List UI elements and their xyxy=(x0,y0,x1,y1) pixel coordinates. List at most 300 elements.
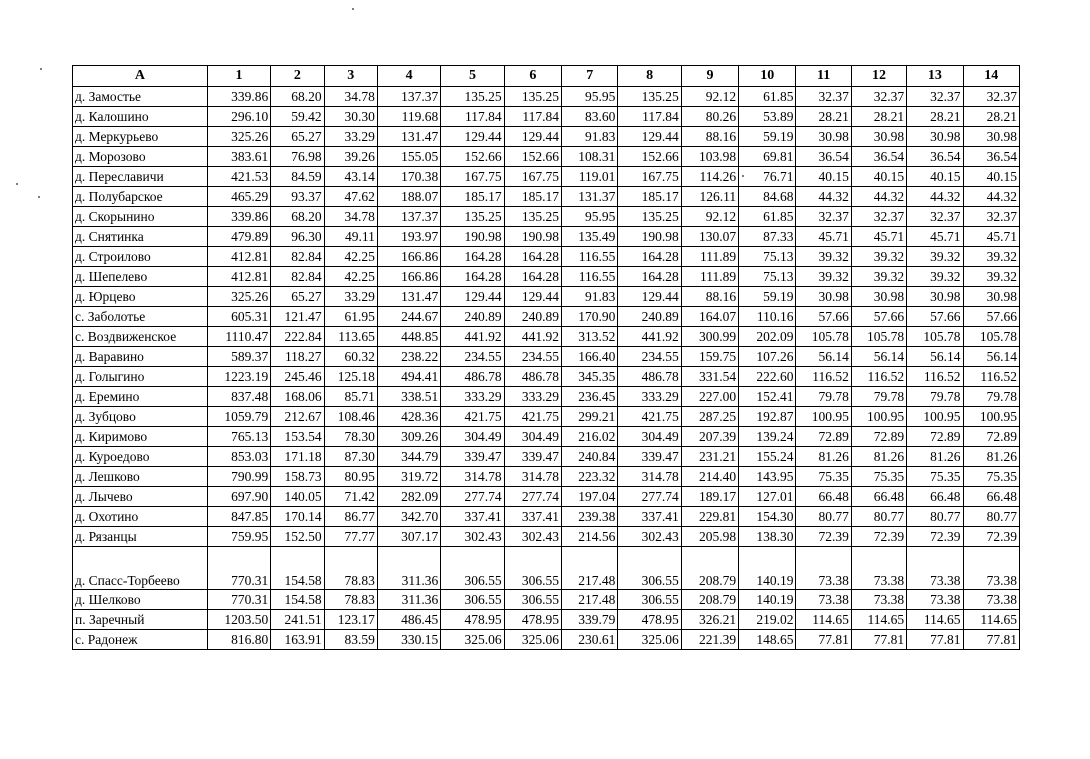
value-cell: 93.37 xyxy=(271,187,324,207)
value-cell: 77.81 xyxy=(796,630,851,650)
value-cell: 238.22 xyxy=(377,347,440,367)
value-cell: 79.78 xyxy=(907,387,963,407)
value-cell: 72.39 xyxy=(963,527,1019,547)
value-cell: 129.44 xyxy=(441,127,504,147)
settlement-name-cell: д. Замостье xyxy=(73,87,208,107)
value-cell: 129.44 xyxy=(504,287,561,307)
value-cell: 39.26 xyxy=(324,147,377,167)
value-cell: 81.26 xyxy=(963,447,1019,467)
value-cell: 1110.47 xyxy=(207,327,270,347)
value-cell: 73.38 xyxy=(796,547,851,590)
value-cell: 307.17 xyxy=(377,527,440,547)
value-cell: 143.95 xyxy=(739,467,796,487)
value-cell: 84.68 xyxy=(739,187,796,207)
value-cell: 140.05 xyxy=(271,487,324,507)
value-cell: 479.89 xyxy=(207,227,270,247)
value-cell: 214.56 xyxy=(562,527,618,547)
column-header: 3 xyxy=(324,66,377,87)
value-cell: 125.18 xyxy=(324,367,377,387)
value-cell: 110.16 xyxy=(739,307,796,327)
value-cell: 1203.50 xyxy=(207,610,270,630)
value-cell: 79.78 xyxy=(851,387,906,407)
settlement-name-cell: д. Калошино xyxy=(73,107,208,127)
value-cell: 111.89 xyxy=(681,267,738,287)
value-cell: 217.48 xyxy=(562,547,618,590)
table-row xyxy=(73,187,1020,207)
value-cell: 28.21 xyxy=(796,107,851,127)
value-cell: 140.19 xyxy=(739,590,796,610)
value-cell: 412.81 xyxy=(207,247,270,267)
value-cell: 164.28 xyxy=(504,267,561,287)
value-cell: 73.38 xyxy=(796,590,851,610)
value-cell: 91.83 xyxy=(562,127,618,147)
value-cell: 129.44 xyxy=(441,287,504,307)
value-cell: 105.78 xyxy=(796,327,851,347)
value-cell: 240.89 xyxy=(441,307,504,327)
value-cell: 465.29 xyxy=(207,187,270,207)
value-cell: 56.14 xyxy=(907,347,963,367)
value-cell: 75.13 xyxy=(739,247,796,267)
value-cell: 190.98 xyxy=(504,227,561,247)
value-cell: 234.55 xyxy=(504,347,561,367)
value-cell: 105.78 xyxy=(851,327,906,347)
value-cell: 339.79 xyxy=(562,610,618,630)
value-cell: 412.81 xyxy=(207,267,270,287)
settlement-name-cell: д. Шепелево xyxy=(73,267,208,287)
value-cell: 1059.79 xyxy=(207,407,270,427)
value-cell: 421.75 xyxy=(618,407,681,427)
value-cell: 344.79 xyxy=(377,447,440,467)
value-cell: 56.14 xyxy=(963,347,1019,367)
value-cell: 759.95 xyxy=(207,527,270,547)
value-cell: 326.21 xyxy=(681,610,738,630)
value-cell: 277.74 xyxy=(504,487,561,507)
column-header: 9 xyxy=(681,66,738,87)
value-cell: 325.06 xyxy=(504,630,561,650)
value-cell: 1223.19 xyxy=(207,367,270,387)
settlement-name-cell: д. Снятинка xyxy=(73,227,208,247)
value-cell: 202.09 xyxy=(739,327,796,347)
value-cell: 86.77 xyxy=(324,507,377,527)
value-cell: 80.77 xyxy=(851,507,906,527)
value-cell: 92.12 xyxy=(681,87,738,107)
settlement-name-cell: п. Заречный xyxy=(73,610,208,630)
value-cell: 100.95 xyxy=(907,407,963,427)
value-cell: 167.75 xyxy=(441,167,504,187)
value-cell: 117.84 xyxy=(618,107,681,127)
table-row xyxy=(73,127,1020,147)
value-cell: 39.32 xyxy=(796,267,851,287)
value-cell: 40.15 xyxy=(851,167,906,187)
value-cell: 32.37 xyxy=(907,207,963,227)
settlement-name-cell: д. Строилово xyxy=(73,247,208,267)
value-cell: 107.26 xyxy=(739,347,796,367)
value-cell: 103.98 xyxy=(681,147,738,167)
value-cell: 78.30 xyxy=(324,427,377,447)
settlement-name-cell: д. Полубарское xyxy=(73,187,208,207)
value-cell: 155.24 xyxy=(739,447,796,467)
value-cell: 319.72 xyxy=(377,467,440,487)
value-cell: 239.38 xyxy=(562,507,618,527)
value-cell: 65.27 xyxy=(271,127,324,147)
value-cell: 28.21 xyxy=(851,107,906,127)
value-cell: 244.67 xyxy=(377,307,440,327)
value-cell: 34.78 xyxy=(324,87,377,107)
value-cell: 105.78 xyxy=(907,327,963,347)
value-cell: 837.48 xyxy=(207,387,270,407)
table-row xyxy=(73,367,1020,387)
value-cell: 105.78 xyxy=(963,327,1019,347)
value-cell: 59.19 xyxy=(739,287,796,307)
settlement-name-cell: д. Зубцово xyxy=(73,407,208,427)
column-header: 4 xyxy=(377,66,440,87)
settlement-name-cell: д. Морозово xyxy=(73,147,208,167)
value-cell: 339.86 xyxy=(207,87,270,107)
value-cell: 79.78 xyxy=(796,387,851,407)
value-cell: 166.86 xyxy=(377,247,440,267)
value-cell: 126.11 xyxy=(681,187,738,207)
value-cell: 131.47 xyxy=(377,287,440,307)
table-row xyxy=(73,267,1020,287)
value-cell: 129.44 xyxy=(504,127,561,147)
value-cell: 44.32 xyxy=(963,187,1019,207)
settlement-name-cell: д. Переславичи xyxy=(73,167,208,187)
value-cell: 135.25 xyxy=(441,207,504,227)
value-cell: 135.25 xyxy=(618,207,681,227)
value-cell: 333.29 xyxy=(504,387,561,407)
value-cell: 219.02 xyxy=(739,610,796,630)
value-cell: 197.04 xyxy=(562,487,618,507)
value-cell: 80.77 xyxy=(796,507,851,527)
value-cell: 39.32 xyxy=(963,267,1019,287)
value-cell: 589.37 xyxy=(207,347,270,367)
table-row xyxy=(73,247,1020,267)
value-cell: 45.71 xyxy=(963,227,1019,247)
settlement-name-cell: с. Заболотье xyxy=(73,307,208,327)
value-cell: 61.85 xyxy=(739,87,796,107)
value-cell: 114.65 xyxy=(796,610,851,630)
value-cell: 81.26 xyxy=(907,447,963,467)
settlement-name-cell: д. Куроедово xyxy=(73,447,208,467)
value-cell: 79.78 xyxy=(963,387,1019,407)
value-cell: 72.39 xyxy=(907,527,963,547)
value-cell: 330.15 xyxy=(377,630,440,650)
value-cell: 148.65 xyxy=(739,630,796,650)
value-cell: 72.89 xyxy=(907,427,963,447)
value-cell: 214.40 xyxy=(681,467,738,487)
value-cell: 306.55 xyxy=(441,547,504,590)
value-cell: 342.70 xyxy=(377,507,440,527)
table-row xyxy=(73,527,1020,547)
column-header: 10 xyxy=(739,66,796,87)
table-row xyxy=(73,227,1020,247)
value-cell: 117.84 xyxy=(441,107,504,127)
value-cell: 302.43 xyxy=(441,527,504,547)
value-cell: 339.86 xyxy=(207,207,270,227)
value-cell: 30.98 xyxy=(907,127,963,147)
value-cell: 441.92 xyxy=(504,327,561,347)
value-cell: 56.14 xyxy=(851,347,906,367)
value-cell: 236.45 xyxy=(562,387,618,407)
value-cell: 92.12 xyxy=(681,207,738,227)
value-cell: 302.43 xyxy=(618,527,681,547)
value-cell: 72.89 xyxy=(851,427,906,447)
value-cell: 241.51 xyxy=(271,610,324,630)
value-cell: 75.35 xyxy=(796,467,851,487)
value-cell: 171.18 xyxy=(271,447,324,467)
column-header: 8 xyxy=(618,66,681,87)
value-cell: 77.81 xyxy=(963,630,1019,650)
value-cell: 116.52 xyxy=(907,367,963,387)
value-cell: 80.77 xyxy=(963,507,1019,527)
value-cell: 188.07 xyxy=(377,187,440,207)
value-cell: 306.55 xyxy=(618,547,681,590)
value-cell: 118.27 xyxy=(271,347,324,367)
value-cell: 164.28 xyxy=(441,267,504,287)
value-cell: 72.89 xyxy=(963,427,1019,447)
value-cell: 313.52 xyxy=(562,327,618,347)
value-cell: 32.37 xyxy=(796,207,851,227)
value-cell: 135.25 xyxy=(618,87,681,107)
value-cell: 164.28 xyxy=(618,267,681,287)
value-cell: 57.66 xyxy=(907,307,963,327)
value-cell: 339.47 xyxy=(618,447,681,467)
value-cell: 43.14 xyxy=(324,167,377,187)
value-cell: 116.52 xyxy=(796,367,851,387)
value-cell: 158.73 xyxy=(271,467,324,487)
value-cell: 135.25 xyxy=(441,87,504,107)
settlement-name-cell: д. Шелково xyxy=(73,590,208,610)
value-cell: 61.85 xyxy=(739,207,796,227)
settlement-name-cell: д. Еремино xyxy=(73,387,208,407)
settlement-name-cell: д. Юрцево xyxy=(73,287,208,307)
value-cell: 85.71 xyxy=(324,387,377,407)
value-cell: 159.75 xyxy=(681,347,738,367)
table-row xyxy=(73,447,1020,467)
value-cell: 44.32 xyxy=(851,187,906,207)
value-cell: 39.32 xyxy=(907,247,963,267)
value-cell: 168.06 xyxy=(271,387,324,407)
settlement-name-cell: д. Рязанцы xyxy=(73,527,208,547)
column-header: 11 xyxy=(796,66,851,87)
value-cell: 88.16 xyxy=(681,127,738,147)
value-cell: 345.35 xyxy=(562,367,618,387)
value-cell: 119.68 xyxy=(377,107,440,127)
value-cell: 44.32 xyxy=(907,187,963,207)
value-cell: 28.21 xyxy=(963,107,1019,127)
value-cell: 123.17 xyxy=(324,610,377,630)
value-cell: 66.48 xyxy=(907,487,963,507)
value-cell: 129.44 xyxy=(618,127,681,147)
value-cell: 69.81 xyxy=(739,147,796,167)
value-cell: 338.51 xyxy=(377,387,440,407)
value-cell: 306.55 xyxy=(618,590,681,610)
value-cell: 448.85 xyxy=(377,327,440,347)
settlement-name-cell: д. Охотино xyxy=(73,507,208,527)
value-cell: 277.74 xyxy=(618,487,681,507)
value-cell: 383.61 xyxy=(207,147,270,167)
value-cell: 167.75 xyxy=(618,167,681,187)
table-row xyxy=(73,590,1020,610)
value-cell: 245.46 xyxy=(271,367,324,387)
value-cell: 306.55 xyxy=(441,590,504,610)
value-cell: 108.46 xyxy=(324,407,377,427)
value-cell: 30.98 xyxy=(796,287,851,307)
value-cell: 117.84 xyxy=(504,107,561,127)
value-cell: 282.09 xyxy=(377,487,440,507)
column-header: 7 xyxy=(562,66,618,87)
table-body xyxy=(73,87,1020,650)
value-cell: 45.71 xyxy=(796,227,851,247)
value-cell: 314.78 xyxy=(618,467,681,487)
value-cell: 36.54 xyxy=(796,147,851,167)
value-cell: 32.37 xyxy=(851,87,906,107)
value-cell: 116.52 xyxy=(963,367,1019,387)
value-cell: 189.17 xyxy=(681,487,738,507)
value-cell: 240.89 xyxy=(618,307,681,327)
value-cell: 32.37 xyxy=(963,87,1019,107)
value-cell: 87.33 xyxy=(739,227,796,247)
value-cell: 96.30 xyxy=(271,227,324,247)
value-cell: 486.78 xyxy=(504,367,561,387)
value-cell: 300.99 xyxy=(681,327,738,347)
value-cell: 75.13 xyxy=(739,267,796,287)
value-cell: 302.43 xyxy=(504,527,561,547)
value-cell: 770.31 xyxy=(207,547,270,590)
table-row xyxy=(73,427,1020,447)
value-cell: 166.40 xyxy=(562,347,618,367)
value-cell: 770.31 xyxy=(207,590,270,610)
column-header: 13 xyxy=(907,66,963,87)
value-cell: 114.26 xyxy=(681,167,738,187)
value-cell: 135.25 xyxy=(504,207,561,227)
value-cell: 80.77 xyxy=(907,507,963,527)
value-cell: 325.06 xyxy=(618,630,681,650)
table-row xyxy=(73,327,1020,347)
scan-speck xyxy=(38,196,40,198)
value-cell: 80.95 xyxy=(324,467,377,487)
value-cell: 311.36 xyxy=(377,547,440,590)
value-cell: 66.48 xyxy=(851,487,906,507)
value-cell: 72.89 xyxy=(796,427,851,447)
value-cell: 212.67 xyxy=(271,407,324,427)
value-cell: 129.44 xyxy=(618,287,681,307)
value-cell: 60.32 xyxy=(324,347,377,367)
value-cell: 34.78 xyxy=(324,207,377,227)
value-cell: 207.39 xyxy=(681,427,738,447)
column-header: 12 xyxy=(851,66,906,87)
value-cell: 152.50 xyxy=(271,527,324,547)
value-cell: 87.30 xyxy=(324,447,377,467)
value-cell: 325.26 xyxy=(207,287,270,307)
value-cell: 311.36 xyxy=(377,590,440,610)
value-cell: 216.02 xyxy=(562,427,618,447)
value-cell: 337.41 xyxy=(618,507,681,527)
value-cell: 39.32 xyxy=(907,267,963,287)
value-cell: 337.41 xyxy=(441,507,504,527)
value-cell: 33.29 xyxy=(324,287,377,307)
column-header: 6 xyxy=(504,66,561,87)
value-cell: 45.71 xyxy=(907,227,963,247)
value-cell: 130.07 xyxy=(681,227,738,247)
value-cell: 75.35 xyxy=(907,467,963,487)
value-cell: 421.75 xyxy=(441,407,504,427)
value-cell: 155.05 xyxy=(377,147,440,167)
value-cell: 240.84 xyxy=(562,447,618,467)
column-header: A xyxy=(73,66,208,87)
column-header: 14 xyxy=(963,66,1019,87)
data-table xyxy=(72,65,1020,650)
value-cell: 441.92 xyxy=(618,327,681,347)
value-cell: 61.95 xyxy=(324,307,377,327)
value-cell: 44.32 xyxy=(796,187,851,207)
value-cell: 140.19 xyxy=(739,547,796,590)
value-cell: 816.80 xyxy=(207,630,270,650)
value-cell: 135.49 xyxy=(562,227,618,247)
settlement-name-cell: с. Воздвиженское xyxy=(73,327,208,347)
table-row xyxy=(73,507,1020,527)
value-cell: 333.29 xyxy=(618,387,681,407)
value-cell: 234.55 xyxy=(618,347,681,367)
table-row xyxy=(73,387,1020,407)
value-cell: 32.37 xyxy=(963,207,1019,227)
value-cell: 486.45 xyxy=(377,610,440,630)
value-cell: 170.90 xyxy=(562,307,618,327)
value-cell: 154.30 xyxy=(739,507,796,527)
value-cell: 77.77 xyxy=(324,527,377,547)
value-cell: 91.83 xyxy=(562,287,618,307)
value-cell: 66.48 xyxy=(963,487,1019,507)
value-cell: 59.19 xyxy=(739,127,796,147)
value-cell: 217.48 xyxy=(562,590,618,610)
value-cell: 765.13 xyxy=(207,427,270,447)
value-cell: 113.65 xyxy=(324,327,377,347)
value-cell: 131.37 xyxy=(562,187,618,207)
value-cell: 30.98 xyxy=(851,127,906,147)
value-cell: 30.98 xyxy=(796,127,851,147)
value-cell: 205.98 xyxy=(681,527,738,547)
value-cell: 81.26 xyxy=(796,447,851,467)
table-row xyxy=(73,307,1020,327)
value-cell: 135.25 xyxy=(504,87,561,107)
value-cell: 190.98 xyxy=(618,227,681,247)
value-cell: 697.90 xyxy=(207,487,270,507)
column-header: 5 xyxy=(441,66,504,87)
value-cell: 57.66 xyxy=(796,307,851,327)
value-cell: 287.25 xyxy=(681,407,738,427)
value-cell: 95.95 xyxy=(562,207,618,227)
table-row xyxy=(73,147,1020,167)
value-cell: 83.59 xyxy=(324,630,377,650)
value-cell: 65.27 xyxy=(271,287,324,307)
value-cell: 478.95 xyxy=(441,610,504,630)
value-cell: 84.59 xyxy=(271,167,324,187)
value-cell: 277.74 xyxy=(441,487,504,507)
settlement-name-cell: д. Скорынино xyxy=(73,207,208,227)
table-row xyxy=(73,207,1020,227)
scan-speck xyxy=(352,8,354,10)
value-cell: 82.84 xyxy=(271,247,324,267)
value-cell: 72.39 xyxy=(851,527,906,547)
value-cell: 30.98 xyxy=(907,287,963,307)
value-cell: 116.55 xyxy=(562,247,618,267)
value-cell: 30.30 xyxy=(324,107,377,127)
value-cell: 164.07 xyxy=(681,307,738,327)
value-cell: 164.28 xyxy=(504,247,561,267)
table-row xyxy=(73,107,1020,127)
value-cell: 116.52 xyxy=(851,367,906,387)
value-cell: 114.65 xyxy=(851,610,906,630)
